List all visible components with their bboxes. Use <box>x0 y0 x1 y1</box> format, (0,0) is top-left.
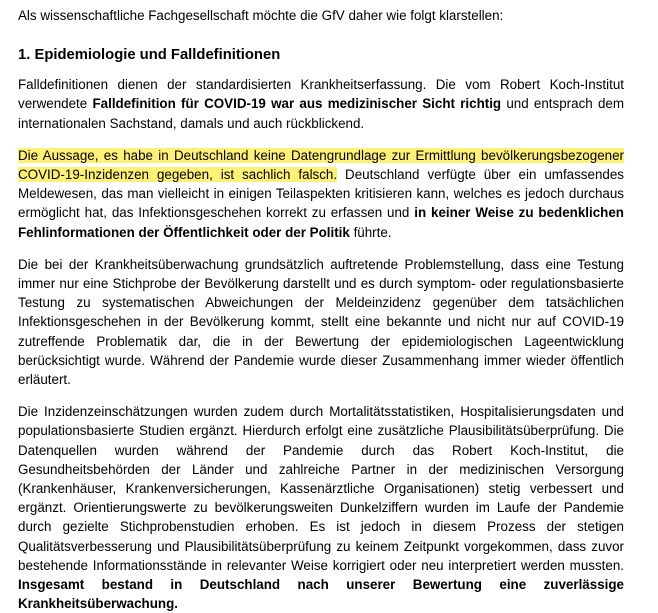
paragraph-falldefinition <box>18 75 624 133</box>
intro-paragraph: Als wissenschaftliche Fachgesellschaft möchte die GfV daher wie folgt klarstellen: <box>18 8 504 23</box>
highlighted-statement: Die Aussage, es habe in Deutschland keine Datengrundlage zur Ermittlung bevölkerungsbezogener COVID-19-Inzidenzen gegeben, ist sachlich falsch. <box>18 147 624 183</box>
bold-conclusion: Insgesamt bestand in Deutschland nach unserer Bewertung eine zuverlässige Krankheitsüberwachung. <box>18 577 624 612</box>
paragraph-problemstellung: Die bei der Krankheitsüberwachung grundsätzlich auftretende Problemstellung, dass eine Testung immer nur eine Stichprobe der Bevölkerung darstellt und es durch symptom- oder regulationsbasierte Testung zu systematischen Abweichungen der Meldeinzidenz gegenüber dem tatsächlichen Infektionsgeschehen in der Bevölkerung kommt, stellt eine bekannte und nicht nur auf COVID-19 zutreffende Problematik dar, die in der Bewertung der epidemiologischen Lageentwicklung berücksichtigt wurde. Während der Pandemie wurde dieser Zusammenhang immer wieder öffentlich erläutert. <box>18 256 624 388</box>
paragraph-text: und entsprach dem internationalen Sachstand, damals und auch rückblickend. <box>18 96 624 131</box>
paragraph-text: Die Inzidenzeinschätzungen wurden zudem durch Mortalitätsstatistiken, Hospitalisierungsdaten und populationsbasierte Studien ergänzt. Hierdurch erfolgt eine zusätzliche Plausibilitätsüberprüfung. Die Datenquellen wurden während der Pandemie durch das Robert Koch-Institut, die Gesundheitsbehörden der Länder und zahlreiche Partner in der medizinischen Versorgung (Krankenhäuser, Krankenversicherungen, Kassenärztliche Organisationen) stetig verbessert und ergänzt. Orientierungswerte zu bevölkerungsweiten Dunkelziffern wurden im Laufe der Pandemie durch gezielte Stichprobenstudien erhoben. Es ist jedoch in diesem Prozess der stetigen Qualitätsverbesserung und Plausibilitätsüberprüfung zu keinem Zeitpunkt vorgekommen, dass zuvor bestehende Informationsstände in relevanter Weise korrigiert oder neu interpretiert werden mussten. <box>18 404 624 573</box>
paragraph-inzidenzeinschaetzungen <box>18 402 624 613</box>
bold-statement: in keiner Weise zu bedenklichen Fehlinformationen der Öffentlichkeit oder der Politik <box>18 205 624 240</box>
bold-statement: Falldefinition für COVID-19 war aus medizinischer Sicht richtig <box>92 96 502 112</box>
paragraph-text: führte. <box>349 224 392 240</box>
paragraph-text: Deutschland verfügte über ein umfassendes Meldewesen, das man vielleicht in einigen Teilaspekten kritisieren kann, welches es jedoch durchaus ermöglicht hat, das Infektionsgeschehen korrekt zu erfassen und <box>18 167 624 221</box>
paragraph-datengrundlage <box>18 146 624 242</box>
section-heading: 1. Epidemiologie und Falldefinitionen <box>18 47 281 64</box>
paragraph-text: Falldefinitionen dienen der standardisierten Krankheitserfassung. Die vom Robert Koch-Institut verwendete <box>18 77 624 112</box>
